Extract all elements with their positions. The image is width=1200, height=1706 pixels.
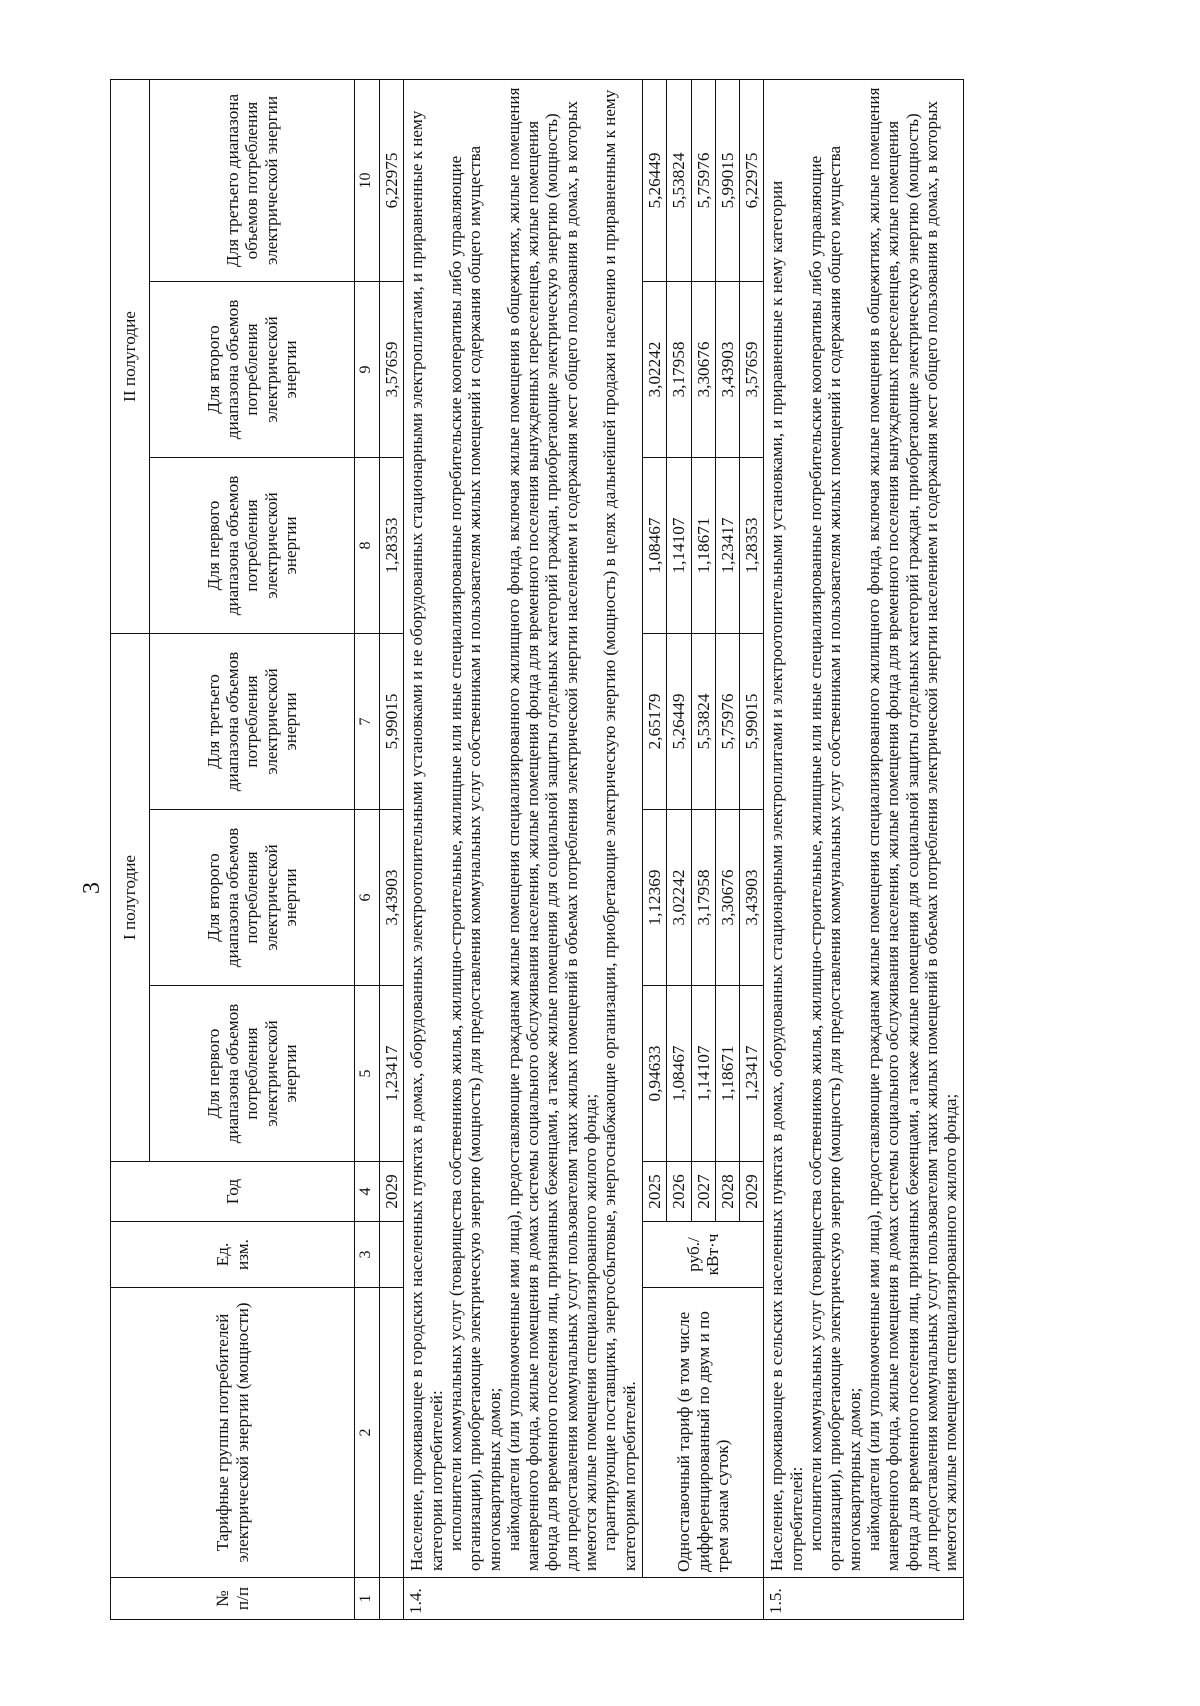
page-number: 3 [79,882,105,894]
h2-range2: Для второго диапазона объемов потребления электрической энергии [150,281,355,457]
column-numbers-row [355,79,380,1619]
value-cell: 1,14107 [691,986,715,1162]
header-num: № п/п [111,1578,355,1620]
col-number: 1 [355,1578,380,1620]
value-cell: 5,26449 [667,633,691,809]
value-cell: 3,17958 [691,810,715,986]
col-number: 8 [355,457,380,633]
h2-range3: Для третьего диапазона объемов потребления электрической энергии [150,79,355,281]
section-1-5-description [764,79,964,1577]
value-cell: 1,28353 [380,457,404,633]
header-row [111,79,150,1619]
header-unit: Ед. изм. [111,1222,355,1288]
value-cell: 3,02242 [643,281,667,457]
value-cell: 3,57659 [380,281,404,457]
col-number: 6 [355,810,380,986]
year-cell: 2026 [667,1162,691,1222]
header-year: Год [111,1162,355,1222]
col-number: 4 [355,1162,380,1222]
value-cell: 5,99015 [715,79,739,281]
value-cell: 1,28353 [740,457,764,633]
paragraph: исполнители коммунальных услуг (товарищества собственников жилья, жилищно-строительные, жилищные или иные специализированные потребительские кооперативы либо управляющие организации), приобретающие электрическую энергию (мощность) для предоставления коммунальных услуг собственникам и пользователям жилых помещений и содержания общего имущества многоквартирных домов; [445,145,504,1571]
h1-range1: Для первого диапазона объемов потребления электрической энергии [150,986,355,1162]
table-row-continuation [380,79,404,1619]
paragraph: наймодатели (или уполномоченные ими лица), предоставляющие гражданам жилые помещения специализированного жилищного фонда, включая жилые помещения в общежитиях, жилые помещения маневренного фонда, жилые помещения в домах системы социального обслуживания населения, жилые помещения фонда для временного поселения вынужденных переселенцев, жилые помещения фонда для временного поселения лиц, признанных беженцами, а также жилые помещения для социальной защиты отдельных категорий граждан, приобретающие электрическую энергию (мощность) для предоставления коммунальных услуг пользователям таких жилых помещений в объемах потребления электрической энергии населением и содержания мест общего пользования в домах, в которых имеются жилые помещения специализированного жилого фонда; [503,87,601,1571]
value-cell: 1,23417 [715,457,739,633]
value-cell: 3,30676 [715,810,739,986]
tariff-name: Одноставочный тариф (в том числе дифференцированный по двум и по трем зонам суток) [643,1288,764,1578]
value-cell: 3,43903 [740,810,764,986]
paragraph: исполнители коммунальных услуг (товарищества собственников жилья, жилищно-строительные, жилищные или иные специализированные потребительские кооперативы либо управляющие организации), приобретающие электрическую энергию (мощность) для предоставления коммунальных услуг собственникам и пользователям жилых помещений и содержания общего имущества многоквартирных домов; [805,145,864,1571]
tariff-table [110,79,964,1620]
h1-range3: Для третьего диапазона объемов потребления электрической энергии [150,633,355,809]
value-cell: 2,65179 [643,633,667,809]
h2-range1: Для первого диапазона объемов потребления электрической энергии [150,457,355,633]
unit-cell: руб./ кВт·ч [643,1222,764,1288]
paragraph: Население, проживающее в городских населенных пунктах в домах, оборудованных электроотопительными установками и не оборудованных стационарными электроплитами, и приравненные к нему категории потребителей: [407,110,446,1571]
value-cell: 5,53824 [691,633,715,809]
header-group: Тарифные группы потребителей электрической энергии (мощности) [111,1288,355,1578]
value-cell: 0,94633 [643,986,667,1162]
h1-range2: Для второго диапазона объемов потребления электрической энергии [150,810,355,986]
value-cell: 3,17958 [667,281,691,457]
col-number: 9 [355,281,380,457]
year-cell: 2028 [715,1162,739,1222]
col-number: 7 [355,633,380,809]
header-half2: II полугодие [111,79,150,633]
value-cell: 1,14107 [667,457,691,633]
value-cell: 5,75976 [691,79,715,281]
paragraph: наймодатели (или уполномоченные ими лица), предоставляющие гражданам жилые помещения специализированного жилищного фонда, включая жилые помещения в общежитиях, жилые помещения маневренного фонда, жилые помещения в домах системы социального обслуживания населения, жилые помещения фонда для временного поселения вынужденных переселенцев, жилые помещения фонда для временного поселения лиц, признанных беженцами, а также жилые помещения для социальной защиты отдельных категорий граждан, приобретающие электрическую энергию (мощность) для предоставления коммунальных услуг пользователям таких жилых помещений в объемах потребления электрической энергии населением и содержания мест общего пользования в домах, в которых имеются жилые помещения специализированного жилого фонда; [863,87,961,1571]
year-cell: 2029 [380,1162,404,1222]
value-cell: 3,43903 [715,281,739,457]
value-cell: 6,22975 [740,79,764,281]
value-cell: 5,53824 [667,79,691,281]
col-number: 5 [355,986,380,1162]
table-row [643,79,667,1619]
value-cell: 1,18671 [715,986,739,1162]
value-cell: 1,23417 [740,986,764,1162]
value-cell: 1,23417 [380,986,404,1162]
value-cell: 1,18671 [691,457,715,633]
value-cell: 5,75976 [715,633,739,809]
year-cell: 2027 [691,1162,715,1222]
value-cell: 6,22975 [380,79,404,281]
value-cell: 3,30676 [691,281,715,457]
value-cell: 1,08467 [643,457,667,633]
value-cell: 3,43903 [380,810,404,986]
year-cell: 2025 [643,1162,667,1222]
header-half1: I полугодие [111,633,150,1161]
value-cell: 5,26449 [643,79,667,281]
col-number: 2 [355,1288,380,1578]
section-1-4-description [404,79,643,1577]
section-number: 1.4. [404,1578,764,1620]
col-number: 3 [355,1222,380,1288]
section-number: 1.5. [764,1578,964,1620]
col-number: 10 [355,79,380,281]
value-cell: 1,12369 [643,810,667,986]
section-1-5-text-row [764,79,964,1619]
paragraph: Население, проживающее в сельских населенных пунктах в домах, оборудованных стационарными электроплитами и электроотопительными установками, и приравненные к нему категории потребителей: [767,180,806,1571]
value-cell: 5,99015 [380,633,404,809]
value-cell: 3,57659 [740,281,764,457]
value-cell: 1,08467 [667,986,691,1162]
paragraph: гарантирующие поставщики, энергосбытовые, энергоснабжающие организации, приобретающие электрическую энергию (мощность) в целях дальнейшей продажи населению и приравненным к нему категориям потребителей. [600,89,639,1571]
value-cell: 5,99015 [740,633,764,809]
section-1-4-text-row [404,79,643,1619]
year-cell: 2029 [740,1162,764,1222]
value-cell: 3,02242 [667,810,691,986]
